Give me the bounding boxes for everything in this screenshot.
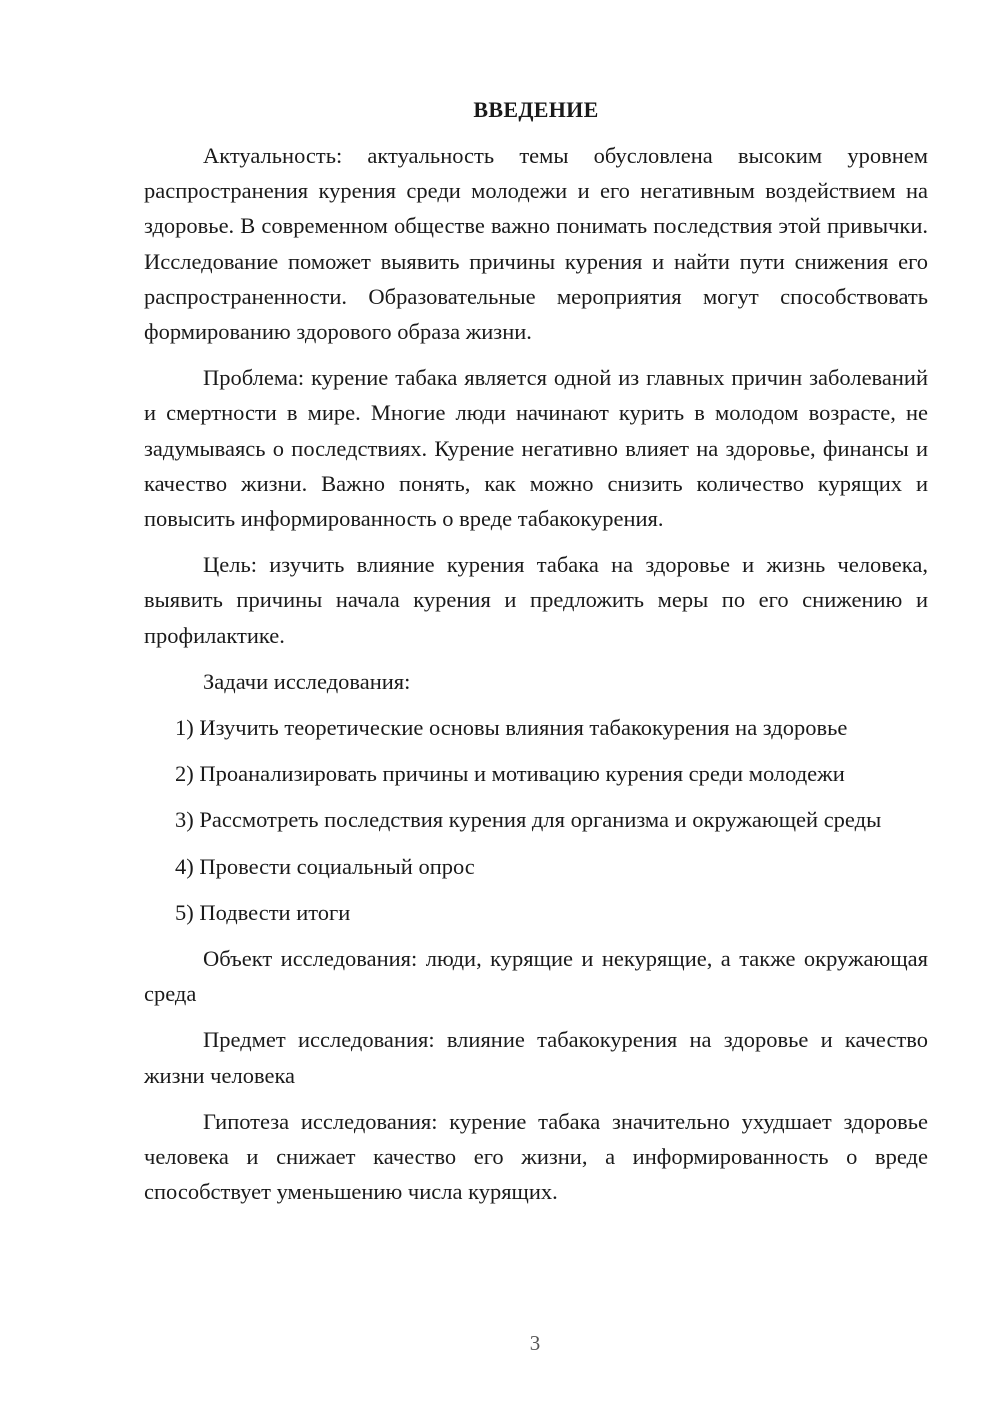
section-heading: ВВЕДЕНИЕ	[473, 97, 599, 122]
page-number: 3	[529, 1331, 541, 1355]
paragraph-object: Объект исследования: люди, курящие и некурящие, а также окружающая среда	[144, 946, 928, 1007]
task-item: 3) Рассмотреть последствия курения для организма и окружающей среды	[175, 807, 882, 833]
paragraph-relevance: Актуальность: актуальность темы обусловлена высоким уровнем распространения курения среди молодежи и его негативным воздействием на здоровье. В современном обществе важно понимать последствия этой привычки. Исследование поможет выявить причины курения и найти пути снижения его распространенности. Образовательные мероприятия могут способствовать формированию здорового образа жизни.	[144, 143, 928, 345]
task-item: 5) Подвести итоги	[175, 899, 351, 925]
page-content	[144, 90, 928, 1220]
paragraph-goal: Цель: изучить влияние курения табака на здоровье и жизнь человека, выявить причины начала курения и предложить меры по его снижению и профилактике.	[144, 552, 928, 648]
tasks-title: Задачи исследования:	[203, 668, 411, 694]
paragraph-problem: Проблема: курение табака является одной из главных причин заболеваний и смертности в мире. Многие люди начинают курить в молодом возрасте, не задумываясь о последствиях. Курение негативно влияет на здоровье, финансы и качество жизни. Важно понять, как можно снизить количество курящих и повысить информированность о вреде табакокурения.	[144, 365, 928, 532]
paragraph-hypothesis: Гипотеза исследования: курение табака значительно ухудшает здоровье человека и снижает качество его жизни, а информированность о вреде способствует уменьшению числа курящих.	[144, 1108, 928, 1205]
paragraph-subject: Предмет исследования: влияние табакокурения на здоровье и качество жизни человека	[144, 1027, 928, 1088]
task-item: 1) Изучить теоретические основы влияния табакокурения на здоровье	[175, 715, 848, 741]
task-item: 4) Провести социальный опрос	[175, 853, 475, 879]
task-item: 2) Проанализировать причины и мотивацию курения среди молодежи	[175, 761, 845, 787]
